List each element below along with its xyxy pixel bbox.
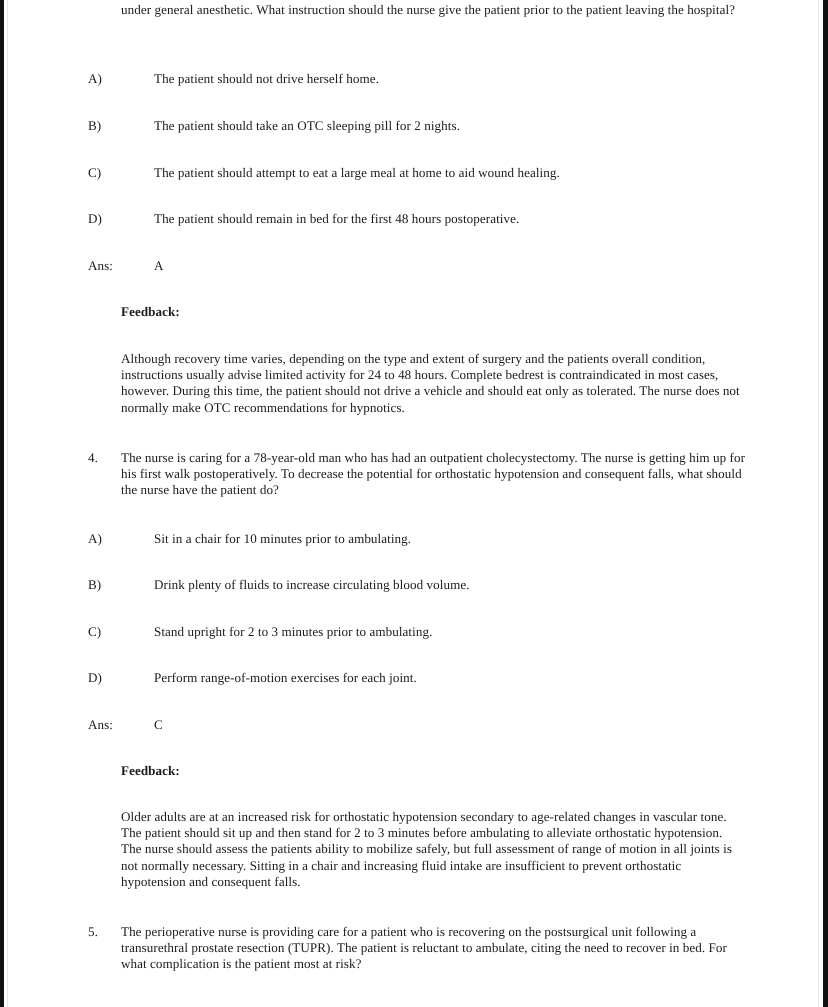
option-row (88, 624, 748, 640)
question-text: The perioperative nurse is providing care for a patient who is recovering on the postsurgical unit following a transurethral prostate resection (TUPR). The patient is reluctant to ambulate, citing the need to recover in bed. For what complication is the patient most at risk? (121, 924, 727, 972)
page-sheet (8, 0, 818, 1007)
option-letter: B) (88, 577, 102, 592)
feedback-heading: Feedback: (121, 763, 180, 778)
option-text: Sit in a chair for 10 minutes prior to ambulating. (154, 531, 412, 546)
page-right-hairline (818, 0, 819, 1007)
feedback-body: Older adults are at an increased risk for orthostatic hypotension secondary to age-related changes in vascular tone. The patient should sit up and then stand for 2 to 3 minutes before ambulating to alleviate orthostatic hypotension. The nurse should assess the patients ability to mobilize safely, but full assessment of range of motion in all joints is not normally necessary. Sitting in a chair and increasing fluid intake are insufficient to prevent orthostatic hypotension and consequent falls. (121, 809, 733, 889)
option-row (88, 531, 748, 547)
answer-label: Ans: (88, 717, 113, 732)
answer-row (88, 717, 748, 733)
option-letter: C) (88, 165, 102, 180)
option-letter: A) (88, 71, 102, 86)
option-text: Stand upright for 2 to 3 minutes prior to ambulating. (154, 624, 433, 639)
option-row (88, 118, 748, 134)
option-row (88, 71, 748, 87)
option-text: The patient should take an OTC sleeping pill for 2 nights. (154, 118, 460, 133)
option-row (88, 670, 748, 686)
feedback-body: Although recovery time varies, depending on the type and extent of surgery and the patients overall condition, instructions usually advise limited activity for 24 to 48 hours. Complete bedrest is contraindicated in most cases, however. During this time, the patient should not drive a vehicle and should eat only as tolerated. The nurse does not normally make OTC recommendations for hypnotics. (121, 351, 740, 415)
question-number: 4. (88, 450, 98, 465)
option-letter: B) (88, 118, 102, 133)
option-letter: D) (88, 211, 102, 226)
page-right-edge-band (823, 0, 828, 1007)
question-row (88, 924, 748, 973)
question-text: The nurse is caring for a 78-year-old man who has had an outpatient cholecystectomy. The nurse is getting him up for his first walk postoperatively. To decrease the potential for orthostatic hypotension and consequent falls, what should the nurse have the patient do? (121, 450, 746, 498)
answer-value: C (154, 717, 163, 732)
feedback-heading: Feedback: (121, 304, 180, 319)
option-row (88, 165, 748, 181)
page-left-edge-band (0, 0, 4, 1007)
question-row (88, 450, 748, 499)
question-stem-continued: under general anesthetic. What instruction should the nurse give the patient prior to the patient leaving the hospital? (121, 2, 736, 17)
option-text: The patient should not drive herself home. (154, 71, 379, 86)
option-text: Perform range-of-motion exercises for each joint. (154, 670, 417, 685)
option-letter: D) (88, 670, 102, 685)
answer-value: A (154, 258, 164, 273)
option-text: Drink plenty of fluids to increase circulating blood volume. (154, 577, 470, 592)
option-text: The patient should remain in bed for the first 48 hours postoperative. (154, 211, 520, 226)
question-number: 5. (88, 924, 98, 939)
option-row (88, 211, 748, 227)
option-text: The patient should attempt to eat a large meal at home to aid wound healing. (154, 165, 560, 180)
answer-label: Ans: (88, 258, 113, 273)
option-letter: C) (88, 624, 102, 639)
option-row (88, 577, 748, 593)
option-letter: A) (88, 531, 102, 546)
answer-row (88, 258, 748, 274)
